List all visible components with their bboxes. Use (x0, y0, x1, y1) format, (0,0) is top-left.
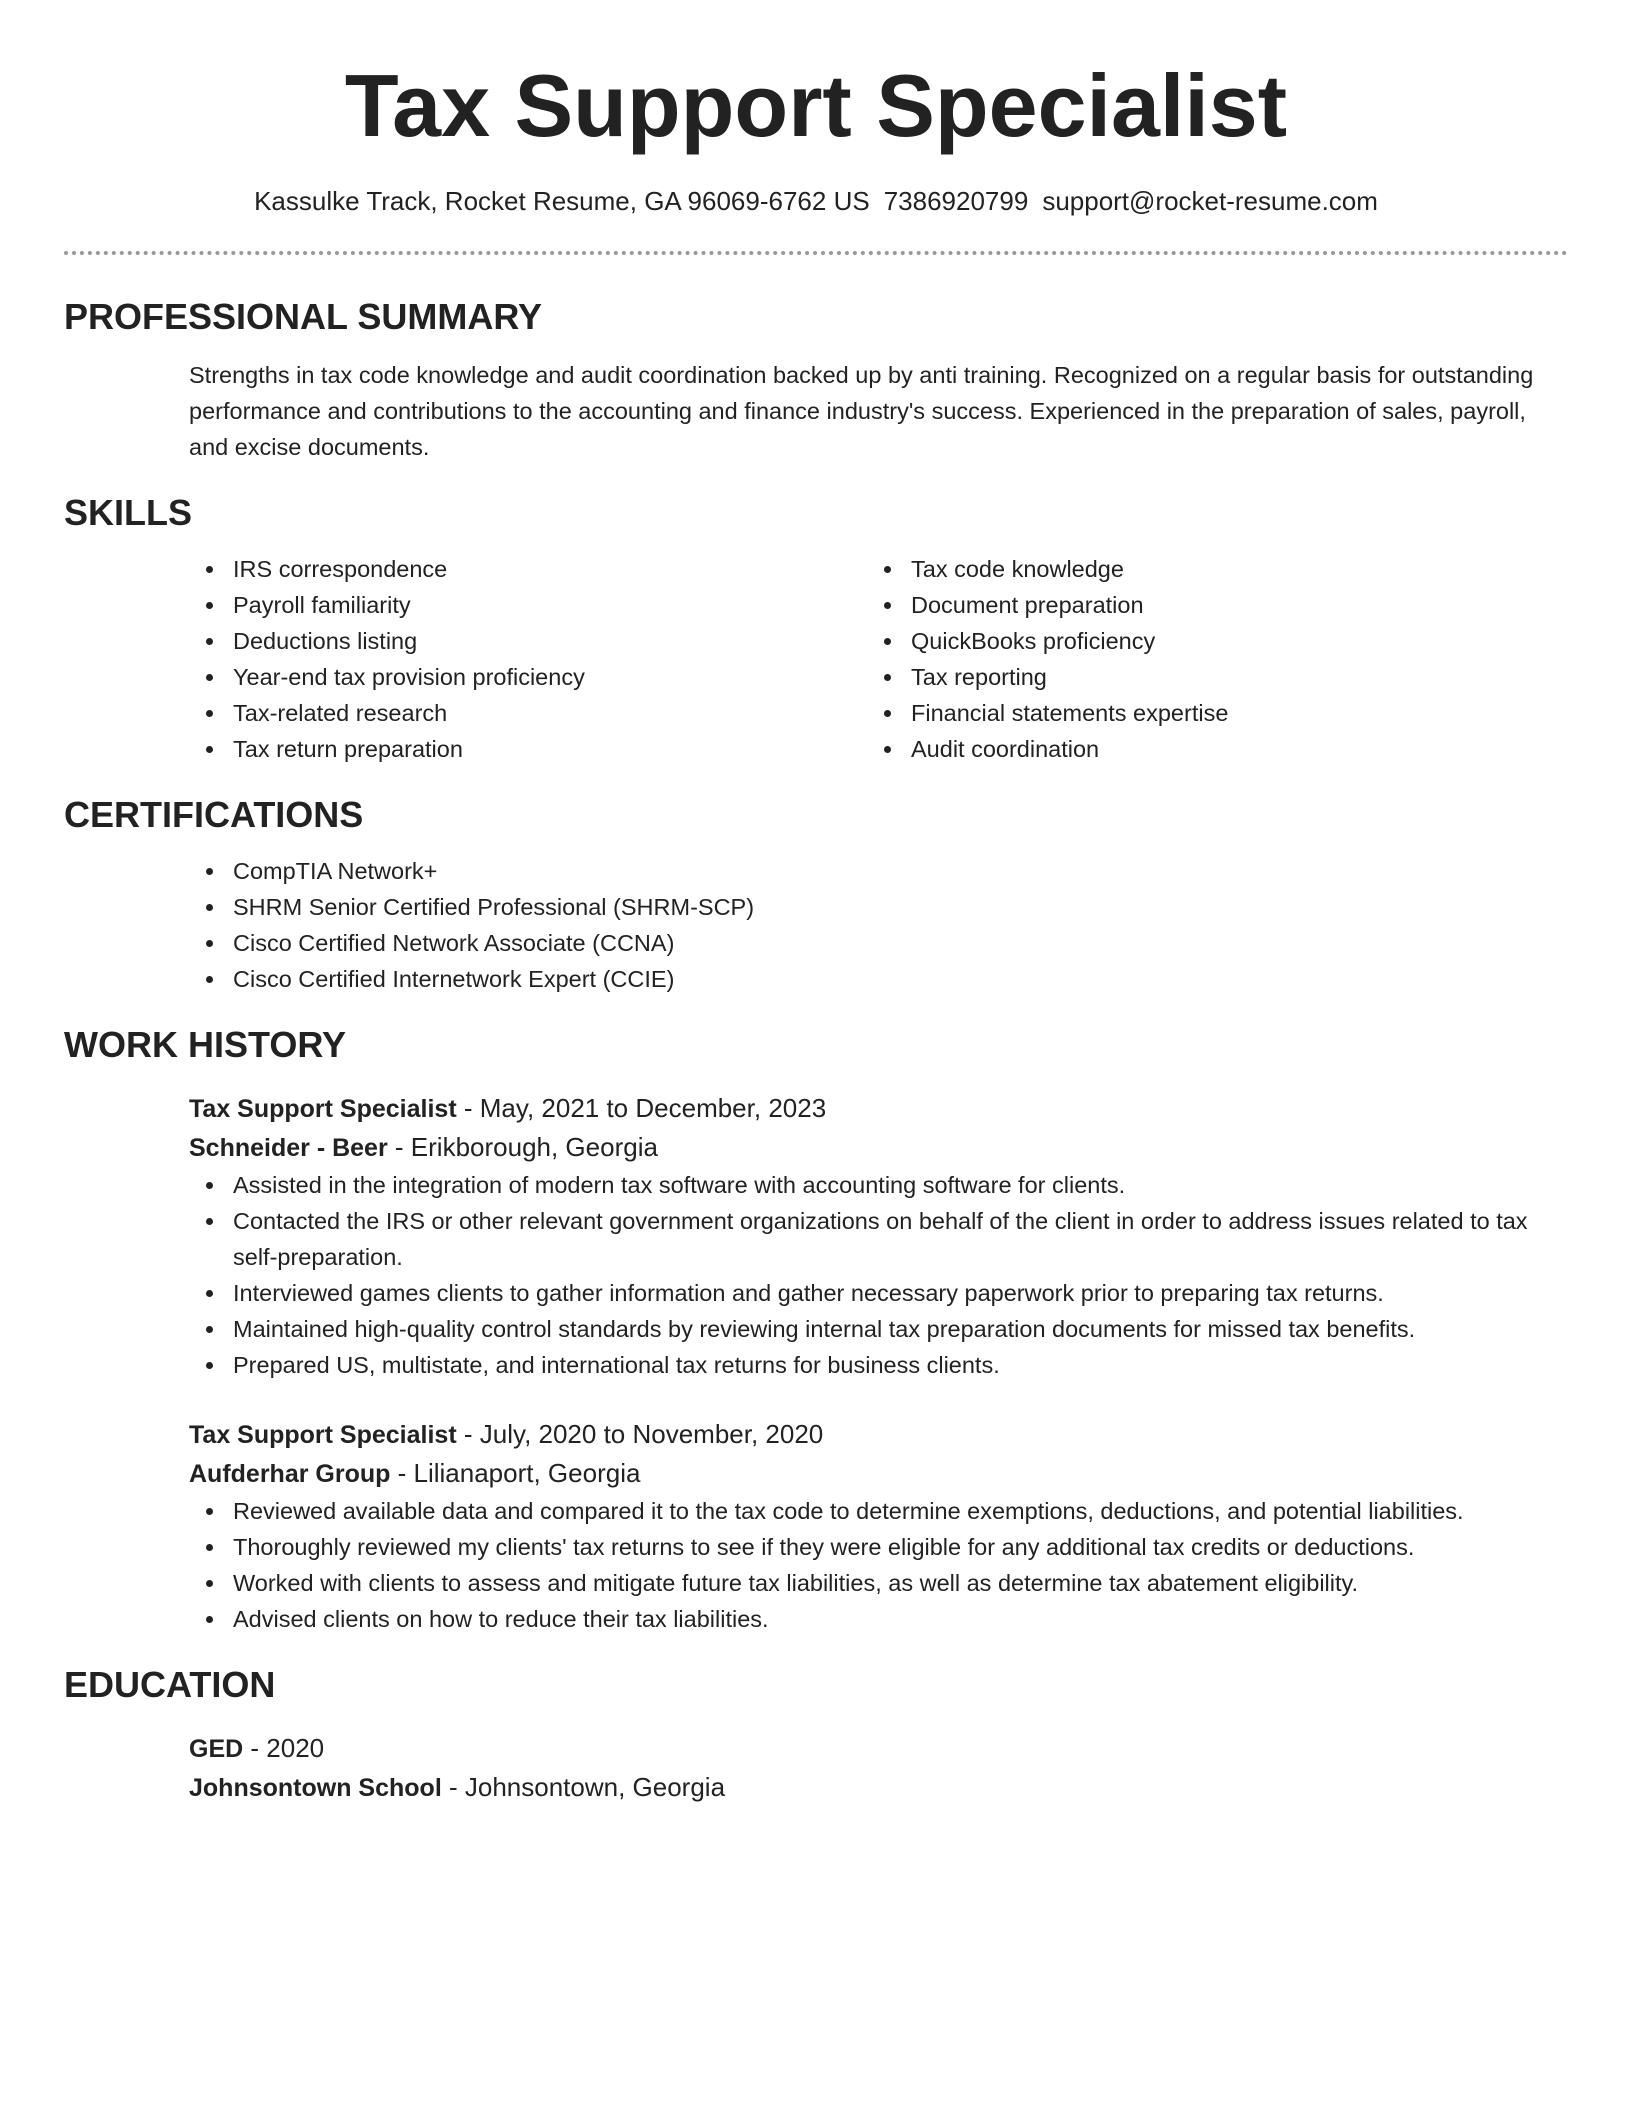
education-section (64, 1663, 1568, 1807)
list-item: Assisted in the integration of modern tax software with accounting software for clients. (233, 1167, 1568, 1203)
list-item: Reviewed available data and compared it to the tax code to determine exemptions, deductions, and potential liabilities. (233, 1493, 1568, 1529)
job-bullets (189, 1493, 1568, 1637)
job-location: - Erikborough, Georgia (387, 1132, 658, 1162)
job-title-line (189, 1089, 1568, 1128)
list-item: SHRM Senior Certified Professional (SHRM-SCP) (233, 889, 1568, 925)
job-company-line (189, 1128, 1568, 1167)
list-item: Worked with clients to assess and mitigate future tax liabilities, as well as determine tax abatement eligibility. (233, 1565, 1568, 1601)
job-entry (189, 1415, 1568, 1637)
education-heading: EDUCATION (64, 1664, 276, 1705)
education-school: Johnsontown School (189, 1774, 442, 1802)
skills-heading: SKILLS (64, 492, 193, 533)
education-degree-line (189, 1729, 1568, 1768)
list-item: Tax-related research (233, 695, 867, 731)
list-item: Cisco Certified Network Associate (CCNA) (233, 925, 1568, 961)
list-item: Year-end tax provision proficiency (233, 659, 867, 695)
work-history-section (64, 1023, 1568, 1637)
list-item: Deductions listing (233, 623, 867, 659)
skills-column-right (867, 551, 1545, 767)
contact-address: Kassulke Track, Rocket Resume, GA 96069-6762 US (254, 186, 870, 216)
list-item: Audit coordination (911, 731, 1545, 767)
list-item: Advised clients on how to reduce their tax liabilities. (233, 1601, 1568, 1637)
certifications-heading: CERTIFICATIONS (64, 794, 364, 835)
work-history-heading: WORK HISTORY (64, 1024, 347, 1065)
contact-line (64, 184, 1568, 218)
certifications-list (189, 853, 1568, 997)
job-dates: - May, 2021 to December, 2023 (456, 1093, 827, 1123)
job-title-line (189, 1415, 1568, 1454)
header-divider (64, 251, 1568, 255)
skills-list-right (867, 551, 1545, 767)
summary-section (64, 295, 1568, 465)
certifications-body (189, 853, 1568, 997)
skills-list-left (189, 551, 867, 767)
job-dates: - July, 2020 to November, 2020 (456, 1419, 824, 1449)
contact-phone: 7386920799 (883, 186, 1029, 216)
contact-email: support@rocket-resume.com (1042, 186, 1378, 216)
list-item: Interviewed games clients to gather information and gather necessary paperwork prior to preparing tax returns. (233, 1275, 1568, 1311)
list-item: Contacted the IRS or other relevant government organizations on behalf of the client in order to address issues related to tax self-preparation. (233, 1203, 1568, 1275)
list-item: Thoroughly reviewed my clients' tax returns to see if they were eligible for any additional tax credits or deductions. (233, 1529, 1568, 1565)
job-title: Tax Support Specialist (189, 1421, 457, 1449)
job-entry (189, 1089, 1568, 1383)
list-item: Tax return preparation (233, 731, 867, 767)
education-location: - Johnsontown, Georgia (441, 1772, 726, 1802)
list-item: Prepared US, multistate, and international tax returns for business clients. (233, 1347, 1568, 1383)
list-item: Financial statements expertise (911, 695, 1545, 731)
education-school-line (189, 1768, 1568, 1807)
list-item: Cisco Certified Internetwork Expert (CCIE) (233, 961, 1568, 997)
education-entry (189, 1729, 1568, 1807)
job-title: Tax Support Specialist (189, 1095, 457, 1123)
list-item: Tax code knowledge (911, 551, 1545, 587)
skills-grid (189, 551, 1568, 767)
job-bullets (189, 1167, 1568, 1383)
list-item: IRS correspondence (233, 551, 867, 587)
list-item: CompTIA Network+ (233, 853, 1568, 889)
summary-text: Strengths in tax code knowledge and audit coordination backed up by anti training. Recognized on a regular basis for outstanding performance and contributions to the accounting and finance industry's success. Experienced in the preparation of sales, payroll, and excise documents. (189, 362, 1534, 460)
summary-heading: PROFESSIONAL SUMMARY (64, 296, 543, 337)
skills-section (64, 491, 1568, 767)
job-company-line (189, 1454, 1568, 1493)
list-item: Payroll familiarity (233, 587, 867, 623)
list-item: Document preparation (911, 587, 1545, 623)
job-company: Schneider - Beer (189, 1134, 388, 1162)
list-item: Tax reporting (911, 659, 1545, 695)
job-location: - Lilianaport, Georgia (390, 1458, 641, 1488)
list-item: Maintained high-quality control standards by reviewing internal tax preparation documents for missed tax benefits. (233, 1311, 1568, 1347)
education-year: - 2020 (243, 1733, 325, 1763)
certifications-section (64, 793, 1568, 997)
resume-title: Tax Support Specialist (344, 56, 1288, 155)
job-company: Aufderhar Group (189, 1460, 391, 1488)
education-degree: GED (189, 1735, 244, 1763)
skills-column-left (189, 551, 867, 767)
list-item: QuickBooks proficiency (911, 623, 1545, 659)
